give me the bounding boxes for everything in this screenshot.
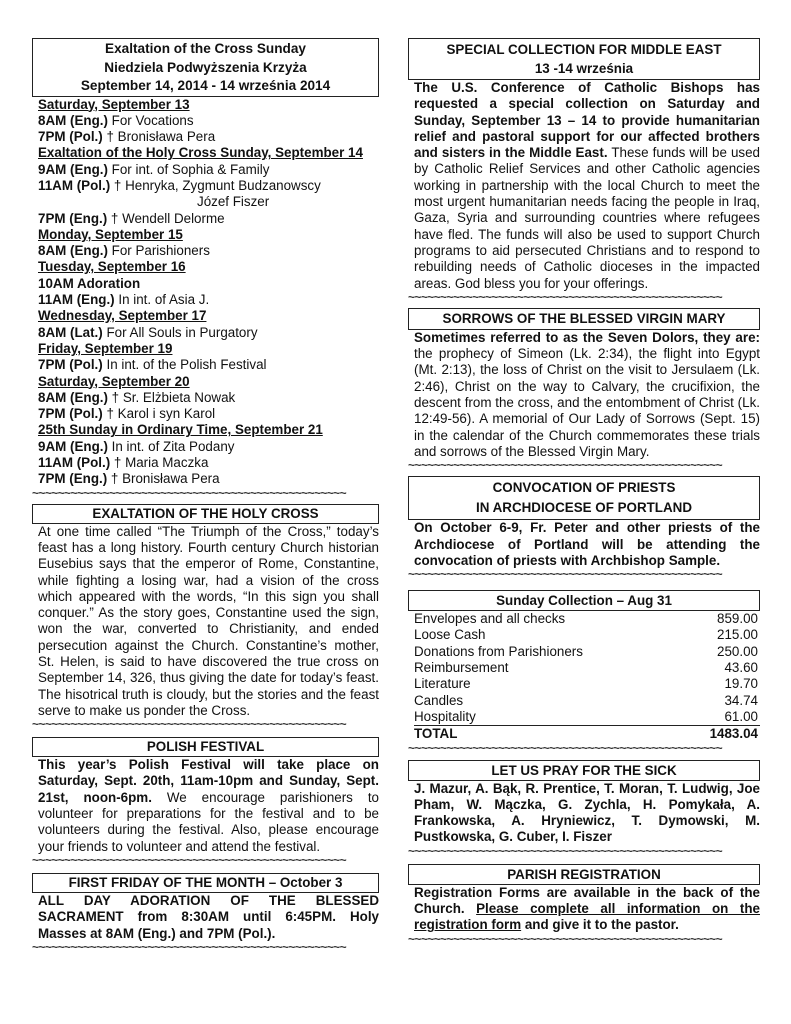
mass-intention: † Sr. Elżbieta Nowak [111, 389, 236, 405]
separator: ~~~~~~~~~~~~~~~~~~~~~~~~~~~~~~~~~~~~~~~~~~~~~~~~~ [32, 487, 346, 500]
mass-time: 8AM (Eng.) [38, 112, 108, 128]
schedule-day: Saturday, September 20 [38, 373, 190, 389]
special-collection-body [408, 80, 760, 292]
schedule-mass [38, 178, 379, 194]
mass-time: 11AM (Eng.) [38, 292, 115, 308]
title-box [32, 38, 379, 97]
collection-row [414, 627, 760, 643]
polish-festival-text: We encourage parishioners to volunteer for preparations for the festival and to be volunteers during the festival. Also, please encourage your friends to volunteer and attend the festival. [38, 789, 379, 854]
separator: ~~~~~~~~~~~~~~~~~~~~~~~~~~~~~~~~~~~~~~~~~~~~~~~~~ [408, 569, 722, 582]
exaltation-heading: EXALTATION OF THE HOLY CROSS [32, 504, 379, 524]
title-line-1: Exaltation of the Cross Sunday [105, 41, 306, 56]
collection-amount: 61.00 [724, 708, 758, 724]
mass-intention: In int. of Zita Podany [111, 438, 235, 454]
schedule-mass [38, 113, 379, 129]
sorrows-bold: Sometimes referred to as the Seven Dolors, they are: [414, 329, 760, 345]
schedule-mass [38, 455, 379, 471]
collection-label: Donations from Parishioners [414, 643, 583, 659]
mass-time: 7PM (Pol.) [38, 357, 103, 373]
separator: ~~~~~~~~~~~~~~~~~~~~~~~~~~~~~~~~~~~~~~~~~~~~~~~~~ [408, 460, 722, 473]
separator: ~~~~~~~~~~~~~~~~~~~~~~~~~~~~~~~~~~~~~~~~~~~~~~~~~ [408, 845, 722, 858]
separator: ~~~~~~~~~~~~~~~~~~~~~~~~~~~~~~~~~~~~~~~~~~~~~~~~~ [408, 742, 722, 755]
total-label: TOTAL [414, 726, 458, 742]
collection-amount: 43.60 [724, 660, 758, 676]
separator: ~~~~~~~~~~~~~~~~~~~~~~~~~~~~~~~~~~~~~~~~~~~~~~~~~ [408, 291, 722, 304]
mass-time: 9AM (Eng.) [38, 161, 108, 177]
mass-time: 9AM (Eng.) [38, 438, 108, 454]
sorrows-text: the prophecy of Simeon (Lk. 2:34), the flight into Egypt (Mt. 2:13), the loss of Christ on the visit to Jersulaem (Lk. 2:46), Christ on the way to Calvary, the crucifixion, the descent from the cross, and the entombment of Christ (Lk. 12:49-56). A memorial of Our Lady of Sorrows (Sept. 15) in the calendar of the Church commemorates these trials and sorrows of the Blessed Virgin Mary. [414, 346, 760, 459]
sick-heading: LET US PRAY FOR THE SICK [408, 760, 760, 781]
collection-row [414, 693, 760, 709]
title-line-2: Niedziela Podwyższenia Krzyża [104, 59, 307, 75]
collection-amount: 19.70 [724, 676, 758, 692]
collection-amount: 859.00 [717, 611, 758, 627]
mass-intention: For All Souls in Purgatory [106, 324, 258, 340]
schedule-mass [38, 162, 379, 178]
registration-bold: Registration Forms are available in the back of the Church. [414, 884, 760, 916]
schedule-mass [38, 390, 379, 406]
registration-heading: PARISH REGISTRATION [408, 864, 760, 885]
schedule-day: Wednesday, September 17 [38, 308, 207, 324]
schedule-day: 25th Sunday in Ordinary Time, September 21 [38, 422, 323, 438]
convocation-title: CONVOCATION OF PRIESTS [492, 480, 676, 496]
collection-table [414, 611, 760, 742]
mass-time: 8AM (Lat.) [38, 324, 103, 340]
collection-amount: 34.74 [724, 692, 758, 708]
special-collection-text: These funds will be used by Catholic Relief Services and other Catholic agencies working in partnership with the local Church to meet the most urgent humanitarian needs facing the people in Iraq, Gaza, Syria and surrounding countries where refugees have fled. The funds will also be used to support Church programs to aid persecuted Christians and to respond to rebuilding needs of Catholic dioceses in the impacted areas. God bless you for your offerings. [414, 145, 760, 291]
special-collection-title: SPECIAL COLLECTION FOR MIDDLE EAST [446, 42, 722, 57]
schedule-mass [38, 325, 379, 341]
mass-intention: For Vocations [111, 112, 194, 128]
first-friday-heading [32, 873, 379, 893]
mass-time: 7PM (Pol.) [38, 129, 103, 145]
first-friday-title: FIRST FRIDAY OF THE MONTH [68, 874, 265, 890]
left-column [32, 38, 379, 955]
mass-intention: For int. of Sophia & Family [111, 161, 270, 177]
polish-festival-heading: POLISH FESTIVAL [32, 737, 379, 757]
mass-intention: † Wendell Delorme [110, 210, 225, 226]
mass-schedule [32, 97, 379, 488]
mass-intention: † Bronisława Pera [106, 129, 216, 145]
convocation-heading [408, 476, 760, 520]
collection-label: Reimbursement [414, 660, 509, 676]
exaltation-body: At one time called “The Triumph of the Cross,” today’s feast has a long history. Fourth century Church historian Eusebius says that the emperor of Rome, Constantine, while fighting a losing war, had a vision of the cross which appeared with the words, “In this sign you shall conquer.” As the story goes, Constantine used the sign, won the war, converted to Christianity, and ended persecution against the Church. Constantine’s mother, St. Helen, is said to have discovered the true cross on September 14, 326, thus giving the date for today’s feast. The hisotrical truth is cloudy, but the stories and the feast serve to make us ponder the Cross. [38, 523, 379, 718]
title-line-3: September 14, 2014 - 14 września 2014 [80, 78, 331, 93]
mass-time: 10AM Adoration [38, 275, 141, 291]
separator: ~~~~~~~~~~~~~~~~~~~~~~~~~~~~~~~~~~~~~~~~~~~~~~~~~ [32, 854, 346, 867]
mass-time: 11AM (Pol.) [38, 455, 111, 471]
collection-label: Loose Cash [414, 627, 486, 643]
total-amount: 1483.04 [709, 726, 758, 742]
schedule-mass [38, 292, 379, 308]
collection-row [414, 644, 760, 660]
mass-time: 7PM (Pol.) [38, 406, 103, 422]
sick-body: J. Mazur, A. Bąk, R. Prentice, T. Moran, T. Ludwig, Joe Pham, W. Mączka, G. Zychla, H. Pomykała, A. Frankowska, A. Hryniewicz, T. Dymowski, M. Pustkowska, G. Cuber, I. Fiszer [414, 780, 760, 845]
mass-intention: In int. of Asia J. [118, 292, 210, 308]
polish-festival-body [32, 757, 379, 855]
mass-intention: † Karol i syn Karol [106, 406, 216, 422]
convocation-subtitle: IN ARCHDIOCESE OF PORTLAND [476, 500, 692, 516]
schedule-mass [38, 439, 379, 455]
collection-amount: 250.00 [717, 643, 758, 659]
collection-row [414, 676, 760, 692]
first-friday-date: – October 3 [265, 874, 343, 890]
convocation-body: On October 6-9, Fr. Peter and other priests of the Archdiocese of Portland will be attending the convocation of priests with Archbishop Sample. [414, 520, 760, 568]
collection-label: Hospitality [414, 708, 476, 724]
schedule-mass [38, 357, 379, 373]
mass-time: 7PM (Eng.) [38, 210, 108, 226]
schedule-mass [38, 276, 379, 292]
schedule-intent-continued: Józef Fiszer [197, 194, 270, 210]
registration-underline: Please complete all information on the registration form [414, 900, 760, 933]
schedule-mass [38, 471, 379, 487]
sorrows-body [408, 330, 760, 460]
mass-intention: † Maria Maczka [113, 455, 209, 471]
separator: ~~~~~~~~~~~~~~~~~~~~~~~~~~~~~~~~~~~~~~~~~~~~~~~~~ [32, 941, 346, 954]
schedule-mass [38, 211, 379, 227]
collection-total-row [414, 726, 760, 743]
mass-intention: In int. of the Polish Festival [106, 357, 267, 373]
special-collection-bold: The U.S. Conference of Catholic Bishops has requested a special collection on Saturday and Sunday, September 13 – 14 to provide humanitarian relief and pastoral support for our affected brothers and sisters in the Middle East. [414, 80, 760, 161]
registration-body [408, 885, 760, 934]
mass-time: 11AM (Pol.) [38, 177, 111, 193]
schedule-day: Saturday, September 13 [38, 96, 190, 112]
schedule-day: Friday, September 19 [38, 340, 173, 356]
mass-intention: † Henryka, Zygmunt Budzanowscy [113, 177, 321, 193]
mass-intention: For Parishioners [111, 243, 210, 259]
mass-time: 8AM (Eng.) [38, 243, 108, 259]
mass-time: 8AM (Eng.) [38, 389, 108, 405]
separator: ~~~~~~~~~~~~~~~~~~~~~~~~~~~~~~~~~~~~~~~~~~~~~~~~~ [32, 719, 346, 732]
special-collection-heading [408, 38, 760, 80]
special-collection-date: 13 -14 września [534, 61, 634, 76]
schedule-mass [38, 243, 379, 259]
collection-label: Envelopes and all checks [414, 611, 566, 627]
collection-row [414, 709, 760, 726]
schedule-day: Exaltation of the Holy Cross Sunday, September 14 [38, 145, 363, 161]
first-friday-body: ALL DAY ADORATION OF THE BLESSED SACRAMENT from 8:30AM until 6:45PM. Holy Masses at 8AM (Eng.) and 7PM (Pol.). [38, 892, 379, 941]
schedule-mass [38, 406, 379, 422]
sorrows-heading: SORROWS OF THE BLESSED VIRGIN MARY [408, 308, 760, 330]
collection-label: Literature [414, 676, 471, 692]
mass-intention: † Bronisława Pera [110, 471, 220, 487]
right-column [408, 38, 760, 947]
registration-tail: and give it to the pastor. [521, 917, 679, 933]
schedule-mass [38, 129, 379, 145]
separator: ~~~~~~~~~~~~~~~~~~~~~~~~~~~~~~~~~~~~~~~~~~~~~~~~~ [408, 933, 722, 946]
collection-label: Candles [414, 692, 464, 708]
mass-time: 7PM (Eng.) [38, 471, 108, 487]
polish-festival-bold: This year’s Polish Festival will take place on Saturday, Sept. 20th, 11am-10pm and Sunday, Sept. 21st, noon-6pm. [38, 757, 379, 805]
collection-table-wrap [408, 611, 760, 742]
collection-heading: Sunday Collection – Aug 31 [408, 590, 760, 611]
schedule-day: Monday, September 15 [38, 226, 183, 242]
collection-row [414, 660, 760, 676]
collection-row [414, 611, 760, 627]
schedule-day: Tuesday, September 16 [38, 259, 186, 275]
collection-amount: 215.00 [717, 627, 758, 643]
